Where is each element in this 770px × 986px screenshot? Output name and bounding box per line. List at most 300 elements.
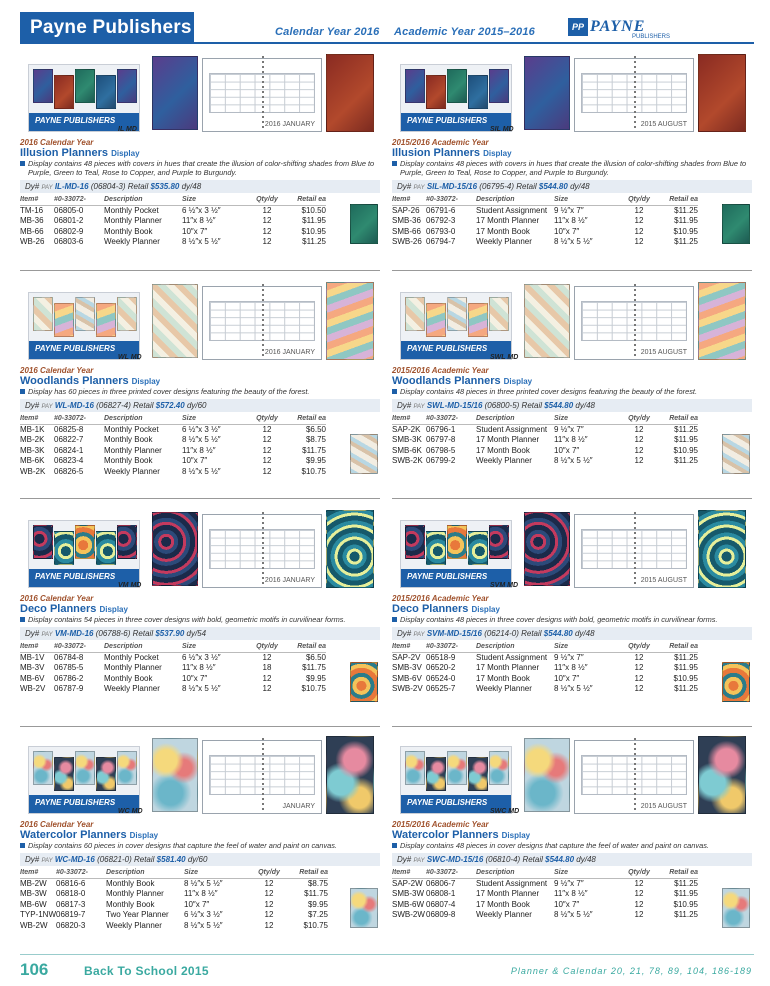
table-cell: Monthly Book [106,899,155,909]
table-cell: 17 Month Planner [476,216,540,226]
product-title [20,147,380,159]
table-cell: 17 Month Book [476,899,530,909]
table-cell: 6 ½″x 3 ½″ [182,653,221,662]
column-header: Size [554,868,624,878]
table-cell: Student Assignment [476,206,548,215]
table-cell: 06801-2 [54,216,84,226]
display-code: SVM-MD-15/16 [426,629,482,638]
table-cell: 11″x 8 ½″ [554,216,588,226]
table-cell: Student Assignment [476,425,548,434]
year-kicker: 2016 Calendar Year [20,820,94,829]
planner-cover [326,510,374,588]
column-header: Qty/dy [252,642,282,652]
table-cell: MB-2W [20,879,47,888]
product-info [20,820,380,931]
table-cell: 10″x 7″ [182,226,208,236]
table-cell: SWB-26 [392,237,422,247]
table-header-row [20,642,326,652]
product-title [392,147,752,159]
product-section [392,736,752,948]
page-header [0,0,770,46]
counter-display [400,746,512,814]
column-header: Description [476,868,554,878]
table-cell: $10.95 [673,673,698,683]
table-header-row [20,414,326,424]
display-planner [33,751,53,785]
display-planner [426,531,446,565]
table-row [392,216,698,227]
table-cell: 06806-7 [426,879,456,888]
planner-cover [698,736,746,814]
table-cell: 17 Month Book [476,445,530,455]
table-cell: MB-1K [20,425,45,434]
table-cell: Monthly Book [104,456,153,466]
pieces-per-display: dy/48 [576,855,596,864]
table-cell: SMB-3V [392,663,422,673]
table-cell: SMB-3W [392,889,424,899]
table-cell: 06787-9 [54,684,84,694]
display-sku: (06810-4) [485,855,521,864]
table-cell: MB-66 [20,226,44,236]
table-cell: 06794-7 [426,237,456,247]
table-cell: WB-2K [20,466,46,476]
table-row [20,216,326,227]
spiral-binding [262,512,264,584]
open-planner-page [574,58,694,132]
product-info [392,138,752,247]
pay-icon: PAY [41,632,53,638]
calendar-month-label: JANUARY [282,803,315,810]
table-cell: Weekly Planner [476,237,532,247]
table-row [20,684,326,695]
spiral-binding [634,56,636,128]
retail-price: $544.80 [543,629,573,638]
section-divider [392,270,752,271]
spiral-binding [634,738,636,810]
section-divider [392,498,752,499]
single-planner-thumbnail [722,434,750,474]
display-suffix: Display [129,831,159,840]
table-row [20,435,326,446]
pieces-per-display: dy/48 [181,182,202,191]
table-row [20,456,326,467]
column-header: #0-33072- [426,195,476,205]
table-cell: 06805-0 [54,206,84,215]
table-cell: 9 ½″x 7″ [554,653,584,662]
product-photo [20,54,380,136]
display-planner [405,525,425,559]
product-info [20,366,380,477]
table-cell: 8 ½″x 5 ½″ [554,684,593,694]
column-header: Item# [20,195,54,205]
header-rule [194,42,754,44]
display-planner [468,303,488,337]
display-order-bar [20,627,380,640]
open-planner-page [202,58,322,132]
counter-display [400,292,512,360]
display-planner [96,757,116,791]
display-planner [33,525,53,559]
display-code-label: SVM MD [490,582,518,589]
section-divider [20,726,380,727]
table-cell: SAP-2W [392,879,423,888]
table-cell: 06797-8 [426,435,456,445]
single-planner-thumbnail [350,888,378,928]
display-code-label: IL MD [118,126,137,133]
product-section [20,54,380,276]
year-kicker: 2015/2016 Academic Year [392,366,489,375]
table-cell: 06798-5 [426,445,456,455]
table-header-row [392,868,698,878]
table-cell: MB-3K [20,445,45,455]
product-section [20,282,380,504]
pieces-per-display: dy/60 [187,855,208,864]
table-cell: 12 [634,456,644,466]
product-title [20,829,380,841]
table-row [20,663,326,674]
table-row [20,424,326,435]
retail-price: $544.80 [538,182,568,191]
column-header: Description [476,414,554,424]
product-name: Woodlands Planners [20,375,129,387]
table-cell: 06785-5 [54,663,84,673]
pieces-per-display: dy/48 [570,182,590,191]
open-planner-page [574,514,694,588]
display-suffix: Display [471,605,500,614]
table-cell: MB-36 [20,216,44,226]
column-header: Item# [20,868,56,878]
table-cell: $11.25 [674,653,698,662]
table-row [20,910,328,921]
column-header: Item# [20,414,54,424]
product-description: Display contains 54 pieces in three cover designs with bold, geometric motifs in curvilinear forms. [20,615,380,624]
table-cell: SMB-3K [392,435,422,445]
column-header: Retail ea [282,414,326,424]
table-cell: 18 [262,663,272,673]
product-title [392,829,752,841]
dy-label: Dy# [25,855,40,864]
table-cell: Monthly Pocket [104,206,159,215]
section-divider [20,498,380,499]
table-cell: 11″x 8 ½″ [554,435,588,445]
display-sku: (06804-3) [90,182,126,191]
table-cell: Weekly Planner [476,684,532,694]
display-header-band: PAYNE PUBLISHERS [29,341,139,359]
single-planner-thumbnail [722,662,750,702]
calendar-month-label: 2016 JANUARY [264,577,315,584]
table-row [392,684,698,695]
display-suffix: Display [483,149,512,158]
table-cell: 12 [264,889,274,899]
column-header: Qty/dy [254,868,284,878]
display-planner [54,75,74,109]
table-row [392,226,698,237]
table-cell: 12 [262,466,272,476]
table-cell: $10.75 [303,920,328,930]
display-planner [96,531,116,565]
column-header: Retail ea [654,195,698,205]
table-cell: 8 ½″x 5 ½″ [182,237,221,247]
table-cell: WB-2V [20,684,46,694]
product-info [392,366,752,466]
product-description: Display contains 48 pieces in cover designs that capture the feel of water and paint on canvas. [392,841,752,850]
display-code: SWL-MD-15/16 [426,401,483,410]
table-cell: 12 [634,673,644,683]
column-header: #0-33072- [56,868,106,878]
table-cell: $11.95 [302,216,326,226]
column-header: Retail ea [654,642,698,652]
column-header: Qty/dy [252,414,282,424]
table-cell: 10″x 7″ [184,899,210,909]
product-name: Deco Planners [392,603,469,615]
footer-rule [20,954,754,955]
year-kicker: 2016 Calendar Year [20,366,94,375]
table-cell: $9.95 [305,456,326,466]
display-code: WC-MD-16 [54,855,95,864]
table-cell: $10.50 [301,206,326,215]
table-cell: 06518-9 [426,653,456,662]
table-cell: 06803-6 [54,237,84,247]
display-planner [405,69,425,103]
column-header: Size [554,195,624,205]
retail-price: $537.90 [155,629,185,638]
table-cell: Weekly Planner [104,466,160,476]
product-section [392,54,752,276]
table-cell: 12 [634,216,644,226]
column-header: Size [554,414,624,424]
table-cell: 17 Month Book [476,673,530,683]
display-sku: (06214-0) [484,629,519,638]
column-header: Size [182,414,252,424]
table-cell: $10.95 [673,899,698,909]
table-cell: MB-6K [20,456,45,466]
display-planner [447,525,467,559]
table-cell: Student Assignment [476,653,548,662]
display-planner [33,69,53,103]
table-cell: 12 [634,206,644,215]
table-cell: $10.95 [301,226,326,236]
display-header-band: PAYNE PUBLISHERS [401,341,511,359]
single-planner-thumbnail [350,662,378,702]
footer-cross-reference: Planner & Calendar 20, 21, 78, 89, 104, 186-189 [510,966,752,976]
table-cell: 12 [634,237,644,247]
table-cell: $10.95 [673,226,698,236]
column-header: Qty/dy [252,195,282,205]
product-title [20,603,380,615]
display-planner [75,525,95,559]
table-cell: $6.50 [305,425,326,434]
retail-price: $581.40 [156,855,186,864]
table-cell: 12 [262,237,272,247]
table-cell: 12 [262,206,272,215]
table-cell: 6 ½″x 3 ½″ [182,206,221,215]
table-cell: MB-2K [20,435,45,445]
product-photo [392,282,752,364]
column-header: Retail ea [654,414,698,424]
display-planner [117,525,137,559]
table-row [20,920,328,931]
dy-label: Dy# [25,629,40,638]
item-table [20,868,328,931]
table-cell: 06807-4 [426,899,456,909]
product-info [20,138,380,247]
table-cell: $10.75 [301,684,326,694]
column-header: #0-33072- [426,642,476,652]
table-row [392,673,698,684]
table-cell: $11.25 [674,425,698,434]
table-cell: 06819-7 [56,910,86,920]
pay-icon: PAY [41,185,53,191]
table-cell: 06825-8 [54,425,84,434]
column-header: Size [184,868,254,878]
table-cell: 11″x 8 ½″ [182,445,216,455]
product-description: Display contains 48 pieces with covers in hues that create the illusion of color-shifting shades from Blue to Purple, Green to Teal, Rose to Copper, and Purple to Burgundy. [20,159,380,177]
table-row [392,652,698,663]
display-suffix: Display [111,149,140,158]
product-photo [392,510,752,592]
display-header-band: PAYNE PUBLISHERS [29,113,139,131]
table-cell: $11.95 [674,663,698,673]
table-cell: 10″x 7″ [182,673,208,683]
table-cell: 06822-7 [54,435,84,445]
pay-icon: PAY [41,404,53,410]
table-cell: 12 [264,910,274,920]
table-row [392,445,698,456]
column-header: Retail ea [282,195,326,205]
table-cell: 06826-5 [54,466,84,476]
display-code-label: WL MD [118,354,142,361]
table-row [392,878,698,889]
display-planner [117,297,137,331]
open-planner-page [202,514,322,588]
table-cell: Monthly Book [104,435,153,445]
table-cell: 9 ½″x 7″ [554,425,584,434]
display-planner [489,525,509,559]
table-row [20,466,326,477]
table-cell: 12 [634,663,644,673]
table-cell: $9.95 [305,673,326,683]
product-info [392,820,752,920]
column-header: Item# [392,414,426,424]
pieces-per-display: dy/54 [186,629,207,638]
display-order-bar [392,180,752,193]
pay-icon: PAY [413,404,425,410]
table-cell: Monthly Pocket [104,425,159,434]
dy-label: Dy# [397,855,412,864]
display-order-bar [392,399,752,412]
display-planner [447,751,467,785]
planner-cover [524,512,570,586]
table-cell: $8.75 [307,879,328,888]
item-table [20,414,326,477]
retail-price: $544.80 [545,855,575,864]
table-cell: $11.25 [302,237,326,247]
display-planner [426,757,446,791]
table-cell: 8 ½″x 5 ½″ [182,684,221,694]
table-cell: 11″x 8 ½″ [554,663,588,673]
table-cell: Monthly Book [106,879,155,888]
table-cell: 12 [264,879,274,888]
counter-display [400,520,512,588]
product-name: Illusion Planners [20,147,109,159]
retail-label: Retail [522,855,543,864]
display-planner [117,751,137,785]
single-planner-thumbnail [722,204,750,244]
table-cell: 12 [262,435,272,445]
table-cell: 8 ½″x 5 ½″ [554,910,593,920]
table-cell: 10″x 7″ [554,445,580,455]
table-cell: Monthly Planner [106,889,164,899]
table-cell: 12 [262,653,272,662]
table-header-row [20,868,328,878]
brand-title: Payne Publishers [30,17,192,38]
table-cell: $11.95 [674,435,698,445]
table-cell: 10″x 7″ [182,456,208,466]
retail-label: Retail [521,629,542,638]
table-cell: Monthly Book [104,226,153,236]
table-cell: $11.25 [674,237,698,247]
table-cell: SWB-2W [392,910,425,920]
table-header-row [392,195,698,205]
product-photo [20,736,380,818]
table-cell: 06799-2 [426,456,456,466]
product-description: Display contains 48 pieces in three printed cover designs featuring the beauty of the forest. [392,387,752,396]
product-description: Display contains 48 pieces with covers in hues that create the illusion of color-shifting shades from Blue to Purple, Green to Teal, Rose to Copper, and Purple to Burgundy. [392,159,752,177]
table-cell: 06791-6 [426,206,456,215]
calendar-month-label: 2016 JANUARY [264,121,315,128]
column-header: Retail ea [284,868,328,878]
product-section [392,282,752,504]
product-description: Display has 60 pieces in three printed cover designs featuring the beauty of the forest. [20,387,380,396]
column-header: #0-33072- [54,195,104,205]
display-planner [405,297,425,331]
table-cell: 6 ½″x 3 ½″ [182,425,221,434]
table-cell: 12 [634,899,644,909]
product-photo [20,282,380,364]
display-code: SIL-MD-15/16 [426,182,478,191]
spiral-binding [634,512,636,584]
spiral-binding [262,56,264,128]
table-cell: 06824-1 [54,445,84,455]
table-cell: 11″x 8 ½″ [184,889,218,899]
table-cell: 06796-1 [426,425,456,434]
product-title [392,603,752,615]
retail-label: Retail [132,629,154,638]
column-header: Item# [20,642,54,652]
table-cell: 12 [634,889,644,899]
table-cell: 06793-0 [426,226,456,236]
display-planner [75,751,95,785]
column-header: Description [476,642,554,652]
table-cell: $11.95 [674,889,698,899]
table-cell: $10.95 [673,445,698,455]
open-planner-page [574,740,694,814]
retail-label: Retail [133,855,155,864]
table-cell: 11″x 8 ½″ [182,216,216,226]
product-photo [392,736,752,818]
table-cell: 10″x 7″ [554,899,580,909]
display-planner [468,757,488,791]
payne-logo-text: PAYNE [590,18,646,35]
table-cell: 06818-0 [56,889,86,899]
table-cell: 8 ½″x 5 ½″ [554,237,593,247]
table-cell: SMB-66 [392,226,421,236]
column-header: #0-33072- [54,414,104,424]
counter-display [28,746,140,814]
display-suffix: Display [503,377,533,386]
display-code-label: VM MD [118,582,142,589]
display-code-label: SWC MD [490,808,520,815]
